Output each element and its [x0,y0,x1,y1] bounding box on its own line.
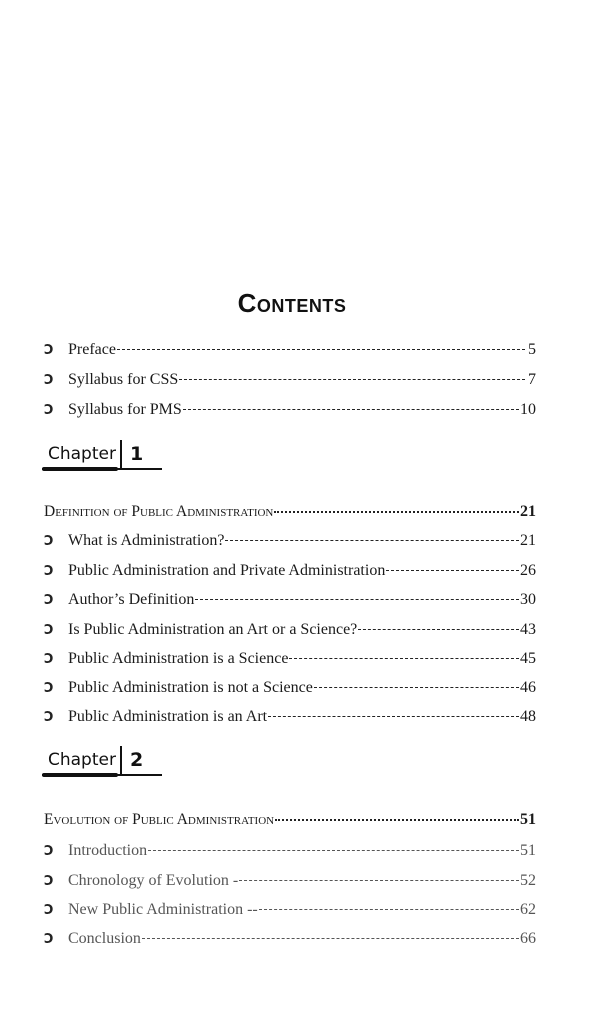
toc-entry-syllabus-css[interactable] [44,370,536,391]
bullet-icon: Ↄ [44,844,54,859]
bullet-icon: Ↄ [44,652,54,667]
toc-entry-page: 10 [520,401,536,418]
bullet-icon: Ↄ [44,623,54,638]
toc-entry[interactable] [44,841,536,862]
dash-leader [239,880,519,881]
toc-entry[interactable] [44,929,536,950]
toc-entry-page: 30 [520,591,536,608]
toc-entry-page: 46 [520,679,536,696]
dash-leader [225,540,519,541]
section-evolution-of-public-administration[interactable] [44,810,536,830]
chapter-2-heading [42,746,162,782]
toc-entry-label: New Public Administration -- [68,901,258,918]
chapter-underline-thick [42,773,118,777]
toc-entry[interactable] [44,561,536,582]
chapter-divider [120,746,122,774]
bullet-icon: Ↄ [44,373,54,388]
section-definition-of-public-administration[interactable] [44,502,536,522]
toc-entry-label: Introduction [68,842,148,859]
chapter-word: Chapter [48,444,116,464]
section-page: 51 [520,811,536,828]
toc-entry[interactable] [44,649,536,670]
toc-entry-label: Is Public Administration an Art or a Science? [68,621,358,638]
dash-leader [289,658,519,659]
dash-leader [117,349,525,350]
toc-entry[interactable] [44,590,536,611]
toc-entry-page: 51 [520,842,536,859]
dash-leader [195,599,519,600]
toc-entry-page: 26 [520,562,536,579]
toc-entry-page: 7 [528,371,536,388]
chapter-divider [120,440,122,468]
bullet-icon: Ↄ [44,874,54,889]
dash-leader [386,570,519,571]
chapter-word: Chapter [48,750,116,770]
dash-leader [268,716,519,717]
toc-entry[interactable] [44,620,536,641]
section-label: Evolution of Public Administration [44,811,275,828]
toc-entry-page: 52 [520,872,536,889]
bullet-icon: Ↄ [44,593,54,608]
toc-entry-label: Public Administration is an Art [68,708,268,725]
toc-entry-label: Public Administration is a Science [68,650,289,667]
toc-entry-page: 21 [520,532,536,549]
dash-leader [142,938,519,939]
toc-entry-label: Syllabus for CSS [68,371,179,388]
toc-entry[interactable] [44,871,536,892]
dash-leader [179,379,525,380]
toc-entry[interactable] [44,900,536,921]
toc-entry-label: Chronology of Evolution - [68,872,239,889]
toc-entry-page: 62 [520,901,536,918]
toc-entry[interactable] [44,707,536,728]
dot-leader [274,511,519,513]
toc-entry-label: What is Administration? [68,532,225,549]
section-page: 21 [520,503,536,520]
chapter-number: 2 [130,749,144,771]
bullet-icon: Ↄ [44,710,54,725]
toc-entry-label: Syllabus for PMS [68,401,182,418]
dash-leader [358,629,519,630]
bullet-icon: Ↄ [44,932,54,947]
toc-entry-page: 43 [520,621,536,638]
dash-leader [148,850,519,851]
bullet-icon: Ↄ [44,403,54,418]
toc-entry-label: Preface [68,341,116,358]
toc-entry-label: Public Administration is not a Science [68,679,313,696]
toc-entry[interactable] [44,678,536,699]
dash-leader [259,909,519,910]
bullet-icon: Ↄ [44,564,54,579]
bullet-icon: Ↄ [44,903,54,918]
bullet-icon: Ↄ [44,534,54,549]
dot-leader [275,819,519,821]
toc-entry-syllabus-pms[interactable] [44,400,536,421]
dash-leader [314,687,519,688]
bullet-icon: Ↄ [44,343,54,358]
page-title: Contents [237,288,347,318]
toc-entry-label: Author’s Definition [68,591,195,608]
toc-entry-label: Public Administration and Private Administration [68,562,386,579]
dash-leader [183,409,519,410]
chapter-number: 1 [130,443,144,465]
bullet-icon: Ↄ [44,681,54,696]
toc-entry-page: 5 [528,341,536,358]
chapter-underline-thick [42,467,118,471]
section-label: Definition of Public Administration [44,503,274,520]
toc-entry-label: Conclusion [68,930,141,947]
toc-entry-preface[interactable] [44,340,536,361]
toc-entry-page: 45 [520,650,536,667]
toc-entry-page: 48 [520,708,536,725]
chapter-1-heading [42,440,162,476]
toc-entry[interactable] [44,531,536,552]
toc-entry-page: 66 [520,930,536,947]
